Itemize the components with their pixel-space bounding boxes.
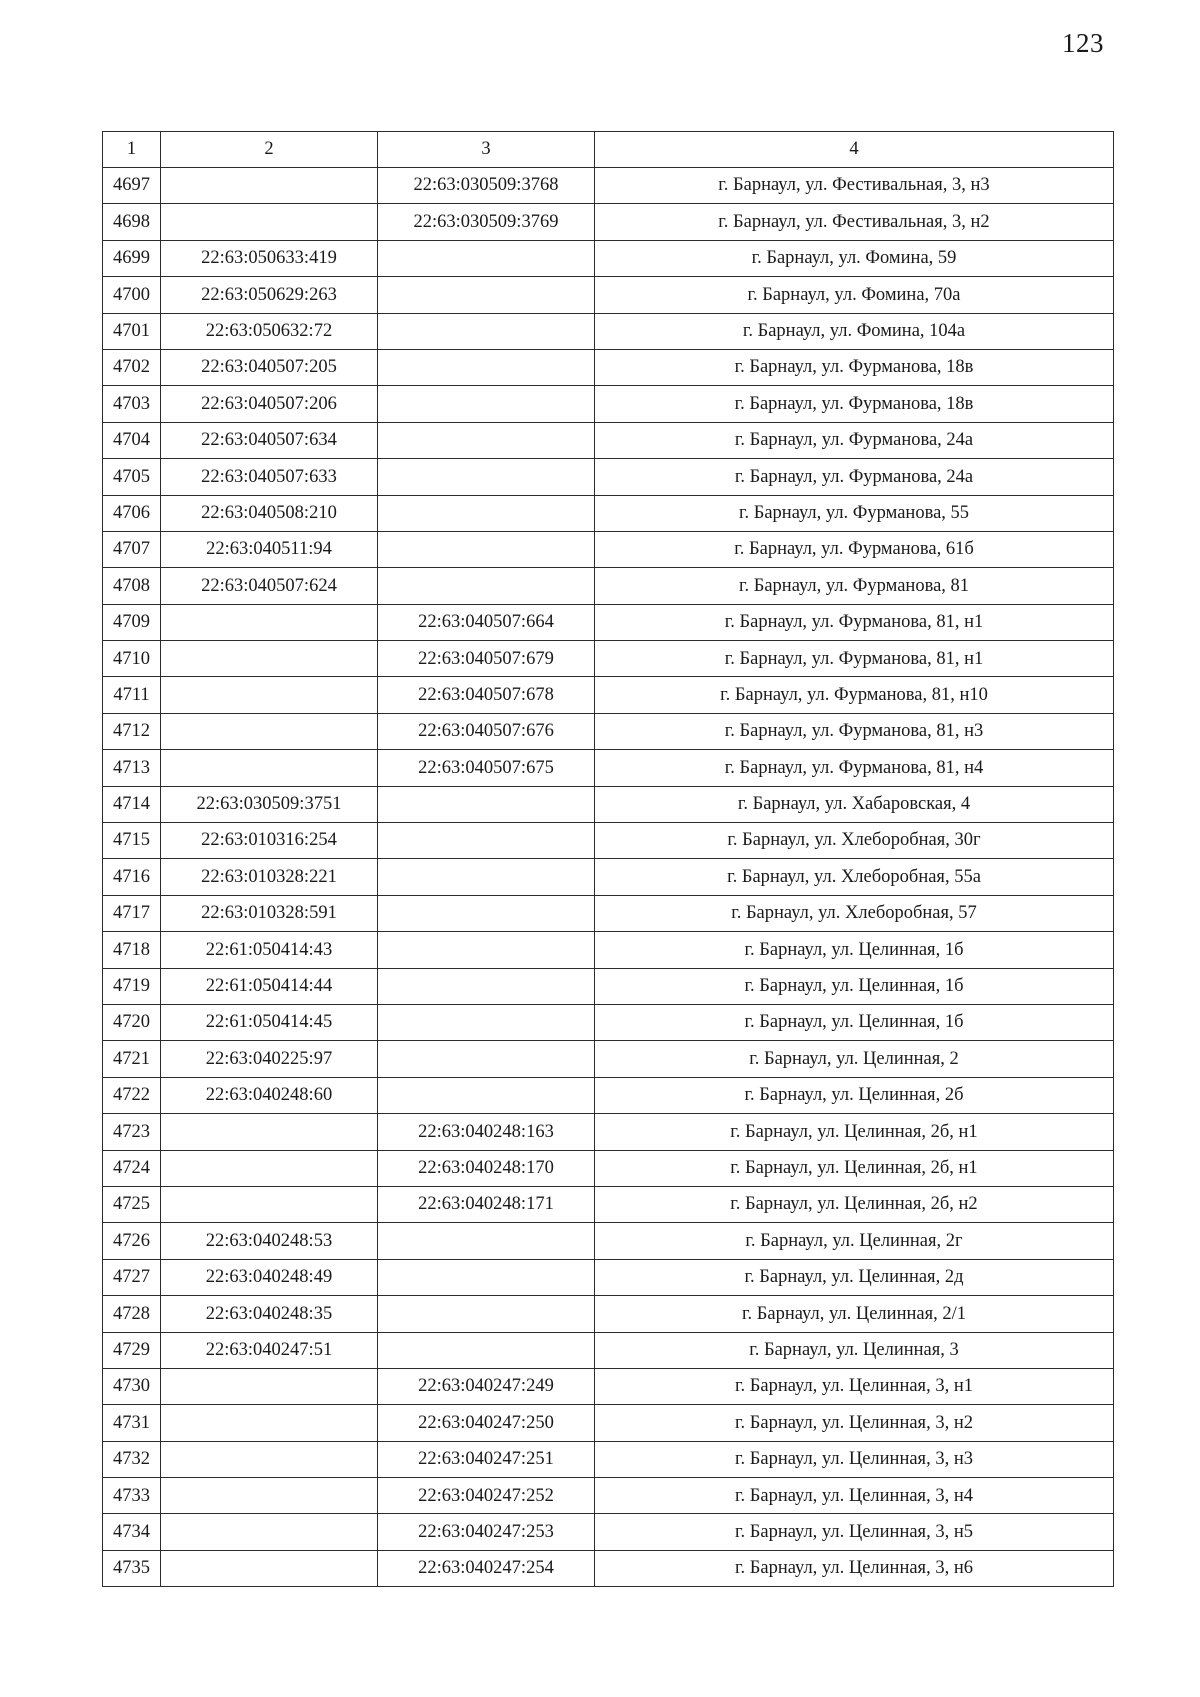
object-cadastral-cell [378, 1041, 595, 1077]
address-cell: г. Барнаул, ул. Фомина, 104а [595, 313, 1114, 349]
row-number-cell: 4725 [103, 1186, 161, 1222]
row-number-cell: 4710 [103, 641, 161, 677]
header-row [103, 132, 1114, 168]
row-number-cell: 4715 [103, 823, 161, 859]
land-cadastral-cell [161, 1550, 378, 1586]
address-cell: г. Барнаул, ул. Фурманова, 24а [595, 459, 1114, 495]
address-cell: г. Барнаул, ул. Хлеборобная, 57 [595, 895, 1114, 931]
row-number-cell: 4730 [103, 1368, 161, 1404]
object-cadastral-cell [378, 1296, 595, 1332]
table-row [103, 1332, 1114, 1368]
row-number-cell: 4718 [103, 932, 161, 968]
address-cell: г. Барнаул, ул. Целинная, 3 [595, 1332, 1114, 1368]
row-number-cell: 4726 [103, 1223, 161, 1259]
land-cadastral-cell [161, 1186, 378, 1222]
object-cadastral-cell [378, 495, 595, 531]
row-number-cell: 4734 [103, 1514, 161, 1550]
land-cadastral-cell [161, 1514, 378, 1550]
row-number-cell: 4731 [103, 1405, 161, 1441]
object-cadastral-cell [378, 1332, 595, 1368]
table-row [103, 1296, 1114, 1332]
object-cadastral-cell: 22:63:040247:254 [378, 1550, 595, 1586]
header-col-1: 1 [103, 132, 161, 168]
address-cell: г. Барнаул, ул. Фурманова, 55 [595, 495, 1114, 531]
table-row [103, 713, 1114, 749]
object-cadastral-cell [378, 1077, 595, 1113]
row-number-cell: 4704 [103, 422, 161, 458]
table-row [103, 750, 1114, 786]
land-cadastral-cell: 22:63:010328:221 [161, 859, 378, 895]
address-cell: г. Барнаул, ул. Фурманова, 18в [595, 349, 1114, 385]
land-cadastral-cell [161, 1368, 378, 1404]
land-cadastral-cell: 22:63:040507:206 [161, 386, 378, 422]
address-cell: г. Барнаул, ул. Целинная, 1б [595, 1004, 1114, 1040]
row-number-cell: 4697 [103, 168, 161, 204]
row-number-cell: 4728 [103, 1296, 161, 1332]
table-row [103, 1077, 1114, 1113]
address-cell: г. Барнаул, ул. Хлеборобная, 55а [595, 859, 1114, 895]
table-row [103, 568, 1114, 604]
row-number-cell: 4713 [103, 750, 161, 786]
table-row [103, 1114, 1114, 1150]
table-row [103, 1004, 1114, 1040]
table-row [103, 204, 1114, 240]
table-row [103, 1514, 1114, 1550]
table-row [103, 1150, 1114, 1186]
table-row [103, 895, 1114, 931]
row-number-cell: 4720 [103, 1004, 161, 1040]
row-number-cell: 4722 [103, 1077, 161, 1113]
land-cadastral-cell [161, 168, 378, 204]
address-cell: г. Барнаул, ул. Хлеборобная, 30г [595, 823, 1114, 859]
address-cell: г. Барнаул, ул. Целинная, 1б [595, 932, 1114, 968]
land-cadastral-cell: 22:63:040248:60 [161, 1077, 378, 1113]
land-cadastral-cell: 22:63:050632:72 [161, 313, 378, 349]
row-number-cell: 4729 [103, 1332, 161, 1368]
row-number-cell: 4703 [103, 386, 161, 422]
address-cell: г. Барнаул, ул. Фурманова, 81, н3 [595, 713, 1114, 749]
table-row [103, 168, 1114, 204]
object-cadastral-cell: 22:63:040507:676 [378, 713, 595, 749]
object-cadastral-cell [378, 459, 595, 495]
land-cadastral-cell [161, 677, 378, 713]
land-cadastral-cell [161, 713, 378, 749]
table-row [103, 313, 1114, 349]
land-cadastral-cell [161, 204, 378, 240]
object-cadastral-cell [378, 568, 595, 604]
object-cadastral-cell: 22:63:040247:251 [378, 1441, 595, 1477]
land-cadastral-cell [161, 1441, 378, 1477]
land-cadastral-cell: 22:63:040511:94 [161, 531, 378, 567]
row-number-cell: 4721 [103, 1041, 161, 1077]
object-cadastral-cell [378, 1223, 595, 1259]
address-cell: г. Барнаул, ул. Целинная, 3, н6 [595, 1550, 1114, 1586]
address-cell: г. Барнаул, ул. Фурманова, 81, н4 [595, 750, 1114, 786]
land-cadastral-cell: 22:63:040507:634 [161, 422, 378, 458]
table-row [103, 1259, 1114, 1295]
table-row [103, 641, 1114, 677]
object-cadastral-cell: 22:63:040248:170 [378, 1150, 595, 1186]
row-number-cell: 4727 [103, 1259, 161, 1295]
table-row [103, 823, 1114, 859]
row-number-cell: 4705 [103, 459, 161, 495]
header-col-2: 2 [161, 132, 378, 168]
row-number-cell: 4716 [103, 859, 161, 895]
land-cadastral-cell: 22:63:040248:53 [161, 1223, 378, 1259]
land-cadastral-cell: 22:63:040508:210 [161, 495, 378, 531]
object-cadastral-cell [378, 1259, 595, 1295]
object-cadastral-cell [378, 386, 595, 422]
address-cell: г. Барнаул, ул. Целинная, 3, н1 [595, 1368, 1114, 1404]
object-cadastral-cell: 22:63:030509:3769 [378, 204, 595, 240]
row-number-cell: 4706 [103, 495, 161, 531]
land-cadastral-cell: 22:63:030509:3751 [161, 786, 378, 822]
table-row [103, 1478, 1114, 1514]
address-cell: г. Барнаул, ул. Фурманова, 24а [595, 422, 1114, 458]
land-cadastral-cell: 22:63:050633:419 [161, 240, 378, 276]
table-row [103, 1223, 1114, 1259]
row-number-cell: 4717 [103, 895, 161, 931]
land-cadastral-cell [161, 641, 378, 677]
table-row [103, 1405, 1114, 1441]
address-cell: г. Барнаул, ул. Целинная, 2г [595, 1223, 1114, 1259]
header-col-3: 3 [378, 132, 595, 168]
object-cadastral-cell: 22:63:040507:678 [378, 677, 595, 713]
table-row [103, 349, 1114, 385]
header-col-4: 4 [595, 132, 1114, 168]
object-cadastral-cell: 22:63:040248:171 [378, 1186, 595, 1222]
table-row [103, 422, 1114, 458]
table-row [103, 240, 1114, 276]
object-cadastral-cell [378, 349, 595, 385]
object-cadastral-cell [378, 823, 595, 859]
land-cadastral-cell: 22:63:040507:633 [161, 459, 378, 495]
row-number-cell: 4699 [103, 240, 161, 276]
row-number-cell: 4712 [103, 713, 161, 749]
table-row [103, 1550, 1114, 1586]
land-cadastral-cell [161, 1114, 378, 1150]
table-row [103, 932, 1114, 968]
object-cadastral-cell: 22:63:040507:664 [378, 604, 595, 640]
land-cadastral-cell [161, 604, 378, 640]
address-cell: г. Барнаул, ул. Целинная, 2б [595, 1077, 1114, 1113]
address-cell: г. Барнаул, ул. Целинная, 3, н5 [595, 1514, 1114, 1550]
object-cadastral-cell: 22:63:040507:675 [378, 750, 595, 786]
object-cadastral-cell: 22:63:030509:3768 [378, 168, 595, 204]
address-cell: г. Барнаул, ул. Фурманова, 61б [595, 531, 1114, 567]
object-cadastral-cell [378, 531, 595, 567]
table-row [103, 495, 1114, 531]
table-row [103, 1441, 1114, 1477]
table-row [103, 277, 1114, 313]
address-cell: г. Барнаул, ул. Целинная, 2б, н1 [595, 1114, 1114, 1150]
row-number-cell: 4701 [103, 313, 161, 349]
land-cadastral-cell: 22:63:040247:51 [161, 1332, 378, 1368]
object-cadastral-cell [378, 240, 595, 276]
object-cadastral-cell [378, 277, 595, 313]
object-cadastral-cell [378, 313, 595, 349]
table-row [103, 786, 1114, 822]
address-cell: г. Барнаул, ул. Целинная, 2б, н1 [595, 1150, 1114, 1186]
address-cell: г. Барнаул, ул. Фурманова, 81, н1 [595, 604, 1114, 640]
registry-table [102, 131, 1114, 1587]
row-number-cell: 4702 [103, 349, 161, 385]
row-number-cell: 4711 [103, 677, 161, 713]
row-number-cell: 4698 [103, 204, 161, 240]
row-number-cell: 4735 [103, 1550, 161, 1586]
table-row [103, 677, 1114, 713]
address-cell: г. Барнаул, ул. Фестивальная, 3, н3 [595, 168, 1114, 204]
address-cell: г. Барнаул, ул. Фурманова, 81, н1 [595, 641, 1114, 677]
object-cadastral-cell [378, 895, 595, 931]
table-row [103, 859, 1114, 895]
address-cell: г. Барнаул, ул. Фомина, 70а [595, 277, 1114, 313]
row-number-cell: 4714 [103, 786, 161, 822]
address-cell: г. Барнаул, ул. Целинная, 2б, н2 [595, 1186, 1114, 1222]
land-cadastral-cell: 22:63:010316:254 [161, 823, 378, 859]
row-number-cell: 4708 [103, 568, 161, 604]
land-cadastral-cell: 22:61:050414:45 [161, 1004, 378, 1040]
object-cadastral-cell: 22:63:040247:252 [378, 1478, 595, 1514]
object-cadastral-cell [378, 786, 595, 822]
address-cell: г. Барнаул, ул. Фомина, 59 [595, 240, 1114, 276]
table-row [103, 459, 1114, 495]
land-cadastral-cell [161, 1405, 378, 1441]
object-cadastral-cell: 22:63:040247:253 [378, 1514, 595, 1550]
table-row [103, 386, 1114, 422]
object-cadastral-cell [378, 968, 595, 1004]
land-cadastral-cell [161, 1150, 378, 1186]
address-cell: г. Барнаул, ул. Фурманова, 81, н10 [595, 677, 1114, 713]
table-row [103, 1041, 1114, 1077]
row-number-cell: 4700 [103, 277, 161, 313]
land-cadastral-cell: 22:63:040225:97 [161, 1041, 378, 1077]
object-cadastral-cell: 22:63:040247:249 [378, 1368, 595, 1404]
land-cadastral-cell [161, 1478, 378, 1514]
object-cadastral-cell: 22:63:040247:250 [378, 1405, 595, 1441]
row-number-cell: 4732 [103, 1441, 161, 1477]
address-cell: г. Барнаул, ул. Целинная, 3, н2 [595, 1405, 1114, 1441]
table-header [103, 132, 1114, 168]
address-cell: г. Барнаул, ул. Целинная, 2д [595, 1259, 1114, 1295]
row-number-cell: 4723 [103, 1114, 161, 1150]
land-cadastral-cell: 22:61:050414:43 [161, 932, 378, 968]
page-number: 123 [1062, 28, 1104, 58]
address-cell: г. Барнаул, ул. Целинная, 3, н4 [595, 1478, 1114, 1514]
table-row [103, 604, 1114, 640]
object-cadastral-cell [378, 1004, 595, 1040]
address-cell: г. Барнаул, ул. Целинная, 2/1 [595, 1296, 1114, 1332]
address-cell: г. Барнаул, ул. Фестивальная, 3, н2 [595, 204, 1114, 240]
address-cell: г. Барнаул, ул. Хабаровская, 4 [595, 786, 1114, 822]
land-cadastral-cell [161, 750, 378, 786]
table-row [103, 531, 1114, 567]
row-number-cell: 4707 [103, 531, 161, 567]
land-cadastral-cell: 22:63:040248:35 [161, 1296, 378, 1332]
land-cadastral-cell: 22:63:040507:205 [161, 349, 378, 385]
address-cell: г. Барнаул, ул. Целинная, 3, н3 [595, 1441, 1114, 1477]
row-number-cell: 4719 [103, 968, 161, 1004]
object-cadastral-cell: 22:63:040507:679 [378, 641, 595, 677]
table-row [103, 1368, 1114, 1404]
row-number-cell: 4733 [103, 1478, 161, 1514]
land-cadastral-cell: 22:63:010328:591 [161, 895, 378, 931]
address-cell: г. Барнаул, ул. Целинная, 1б [595, 968, 1114, 1004]
land-cadastral-cell: 22:63:040248:49 [161, 1259, 378, 1295]
land-cadastral-cell: 22:63:040507:624 [161, 568, 378, 604]
land-cadastral-cell: 22:61:050414:44 [161, 968, 378, 1004]
table-row [103, 968, 1114, 1004]
address-cell: г. Барнаул, ул. Фурманова, 18в [595, 386, 1114, 422]
row-number-cell: 4724 [103, 1150, 161, 1186]
object-cadastral-cell [378, 932, 595, 968]
object-cadastral-cell: 22:63:040248:163 [378, 1114, 595, 1150]
address-cell: г. Барнаул, ул. Фурманова, 81 [595, 568, 1114, 604]
table-body [103, 168, 1114, 1587]
row-number-cell: 4709 [103, 604, 161, 640]
table-row [103, 1186, 1114, 1222]
land-cadastral-cell: 22:63:050629:263 [161, 277, 378, 313]
object-cadastral-cell [378, 859, 595, 895]
address-cell: г. Барнаул, ул. Целинная, 2 [595, 1041, 1114, 1077]
object-cadastral-cell [378, 422, 595, 458]
